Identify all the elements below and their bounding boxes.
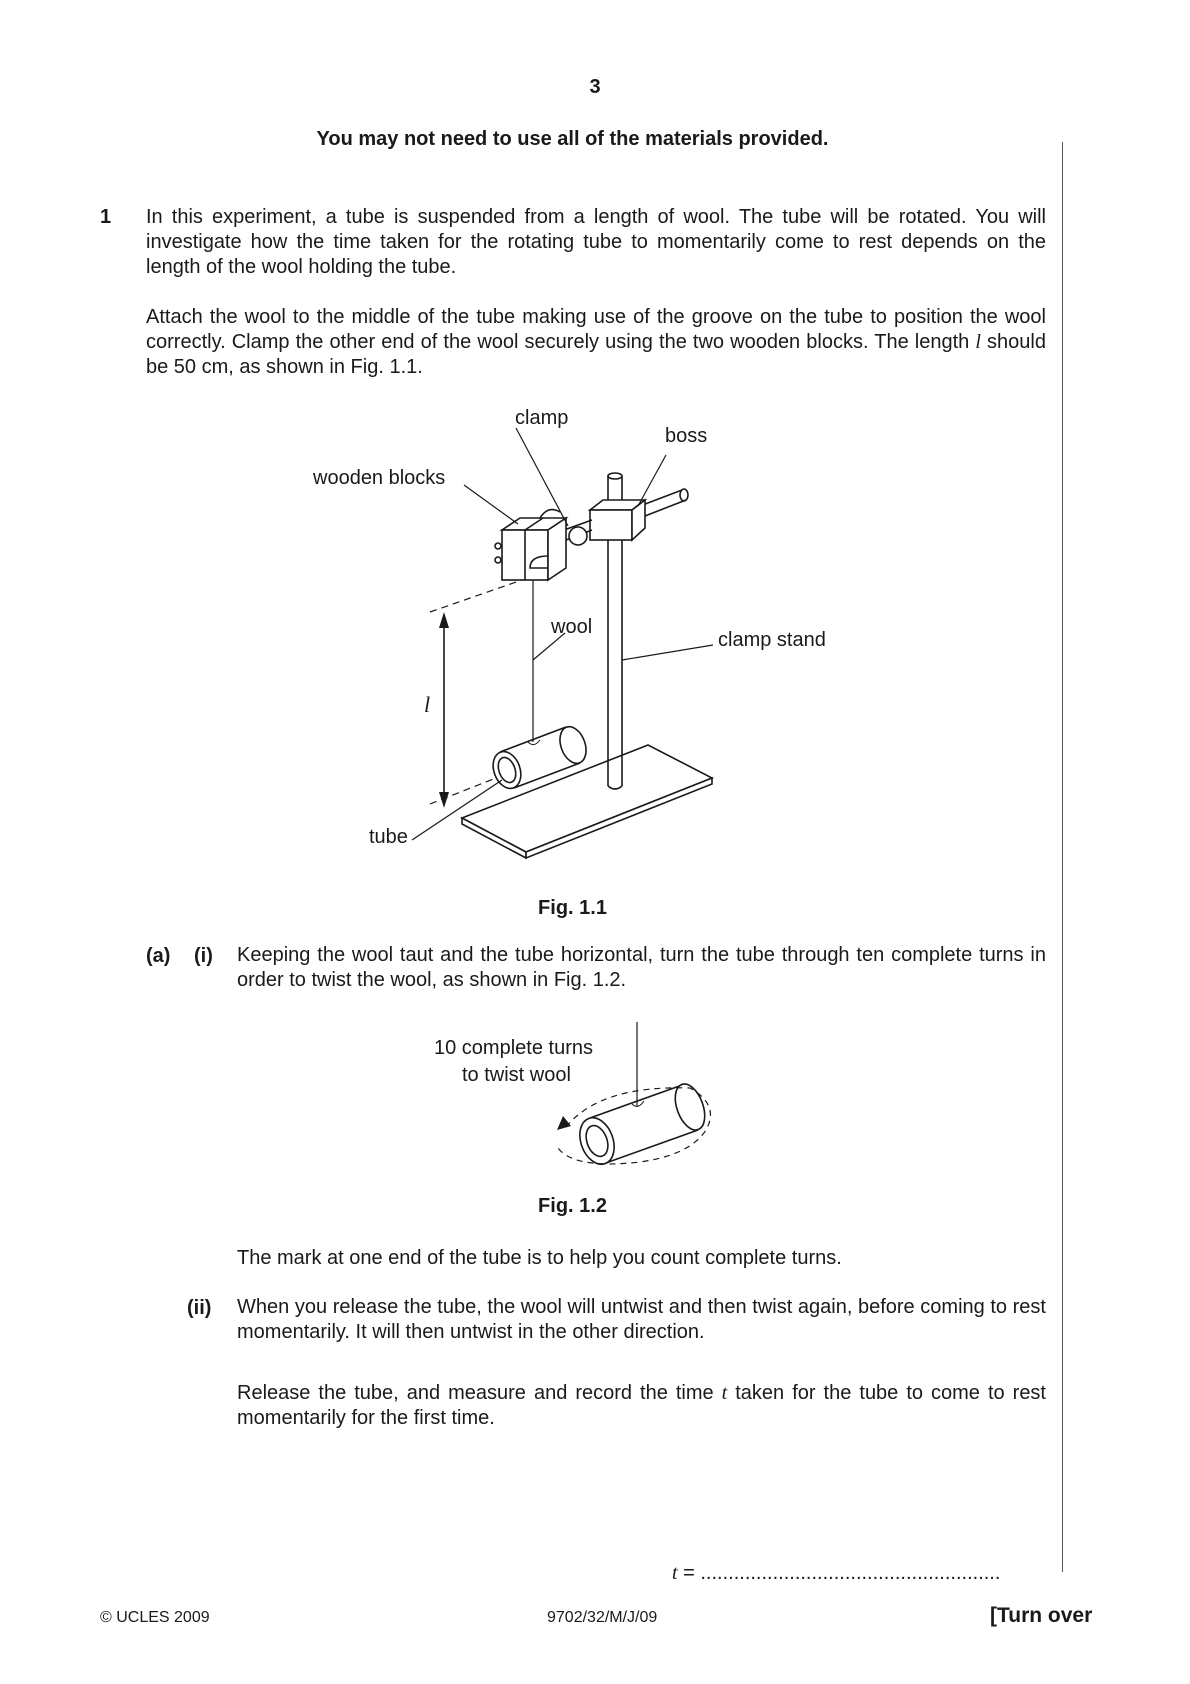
materials-notice: You may not need to use all of the materials provided.: [316, 128, 829, 150]
release-text-1: Release the tube, and measure and record the time: [237, 1382, 722, 1404]
label-clamp-stand: clamp stand: [718, 629, 826, 651]
label-tube: tube: [369, 826, 408, 848]
fig-1-2-caption: Fig. 1.2: [538, 1195, 607, 1217]
answer-equals: =: [677, 1562, 701, 1584]
release-text-2: taken for the tube to come to rest momentarily for the first time.: [237, 1382, 1046, 1429]
fig2-label-line1: 10 complete turns: [434, 1037, 593, 1059]
footer-code: 9702/32/M/J/09: [547, 1609, 658, 1626]
attach-text-2: should be 50 cm, as shown in Fig. 1.1.: [146, 331, 1046, 378]
release-instructions: [237, 1381, 1046, 1431]
fig-1-1-caption: Fig. 1.1: [538, 897, 607, 919]
question-number: 1: [100, 206, 112, 228]
part-a-i-text: Keeping the wool taut and the tube horizontal, turn the tube through ten complete turns in order to twist the wool, as shown in Fig. 1.2.: [237, 944, 1046, 991]
page-number: 3: [589, 76, 601, 98]
answer-line[interactable]: [672, 1562, 1000, 1585]
answer-dots: ......................................................: [700, 1562, 1001, 1584]
fig2-tube: [574, 1080, 711, 1169]
answer-symbol: t: [672, 1562, 678, 1584]
fig2-label-line2: to twist wool: [462, 1064, 571, 1086]
label-wool: wool: [551, 616, 593, 638]
label-length-l: l: [424, 692, 431, 717]
length-symbol: l: [975, 331, 981, 353]
part-ii-label: (ii): [187, 1297, 212, 1319]
label-clamp: clamp: [515, 407, 569, 429]
part-i-label: (i): [194, 945, 213, 967]
turn-over: [Turn over: [990, 1604, 1093, 1627]
part-a-ii-text: When you release the tube, the wool will untwist and then twist again, before coming to rest momentarily. It will then untwist in the other direction.: [237, 1296, 1046, 1343]
question-intro: In this experiment, a tube is suspended from a length of wool. The tube will be rotated. You will investigate how the time taken for the rotating tube to momentarily come to rest depends on the length of the wool holding the tube.: [146, 206, 1046, 278]
label-wooden-blocks: wooden blocks: [313, 467, 446, 489]
footer-copyright: © UCLES 2009: [100, 1609, 210, 1626]
label-boss: boss: [665, 425, 708, 447]
time-symbol: t: [721, 1382, 728, 1404]
attach-text-1: Attach the wool to the middle of the tube making use of the groove on the tube to position the wool correctly. Clamp the other end of the wool securely using the two wooden blocks. The length: [146, 306, 1046, 353]
part-a-label: (a): [146, 945, 171, 967]
mark-text: The mark at one end of the tube is to help you count complete turns.: [237, 1247, 842, 1269]
